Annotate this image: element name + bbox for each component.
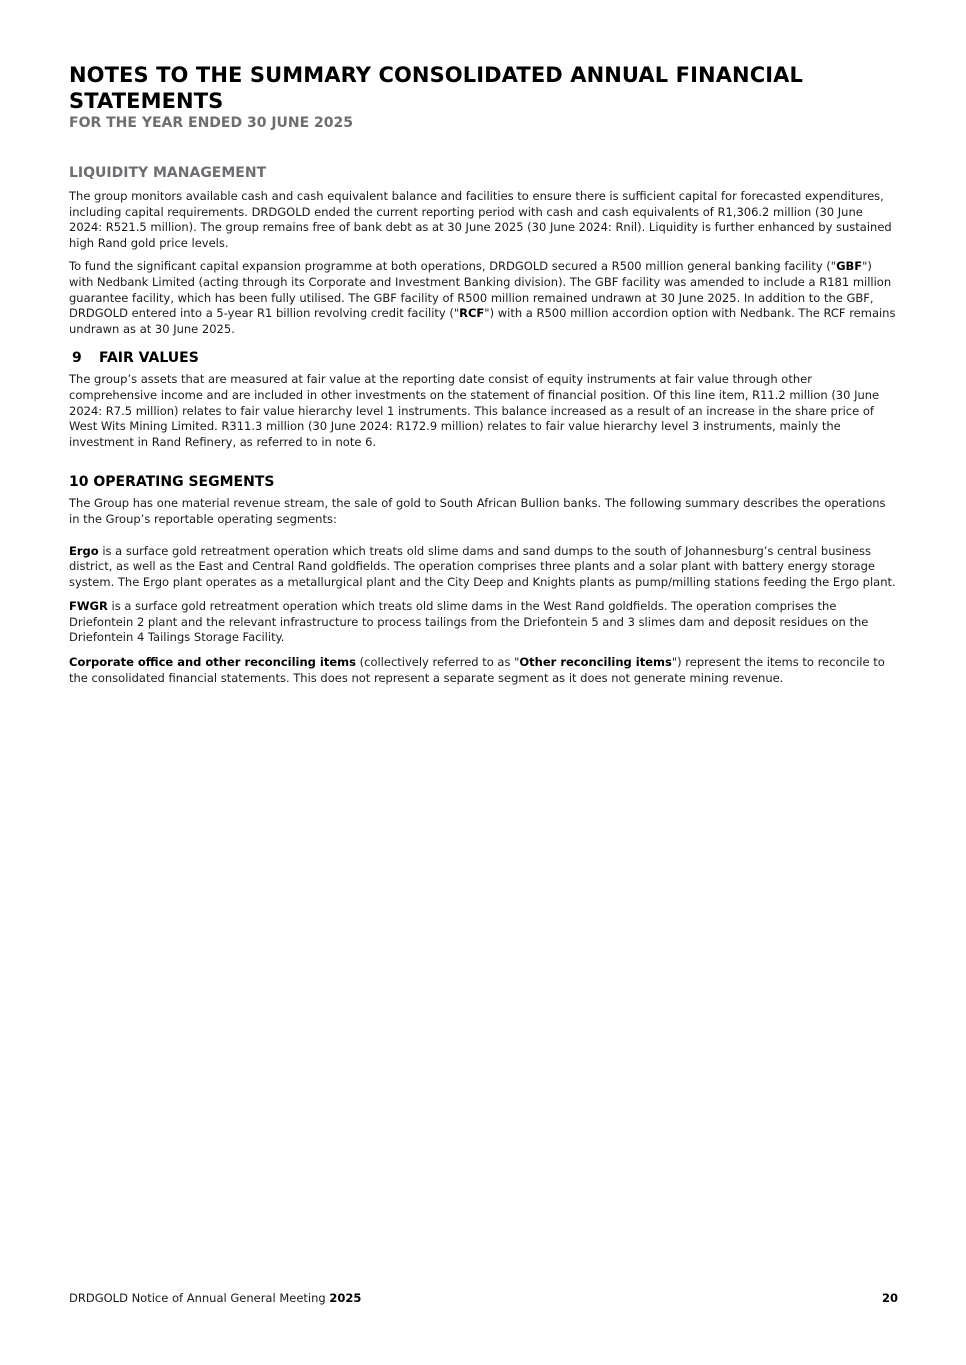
- page-subtitle: FOR THE YEAR ENDED 30 JUNE 2025: [69, 115, 354, 131]
- text-run: is a surface gold retreatment operation which treats old slime dams in the West Rand goldfields. The operation comprises the Driefontein 2 plant and the relevant infrastructure to process tailings from the Driefontein 5 and 3 slimes dam and deposit residues on the Driefontein 4 Tailings Storage Facility.: [69, 599, 869, 645]
- text-run: ") represent the items to reconcile to the consolidated financial statements. This does not represent a separate segment as it does not generate mining revenue.: [69, 655, 885, 685]
- fwgr-paragraph: [69, 599, 899, 646]
- other-reconciling-label: Other reconciling items: [519, 655, 672, 670]
- ergo-paragraph: [69, 544, 899, 591]
- text-run: ") with Nedbank Limited (acting through its Corporate and Investment Banking division). The GBF facility was amended to include a R181 million guarantee facility, which has been fully utilised. The GBF facility of R500 million remained undrawn at 30 June 2025. In addition to the GBF, DRDGOLD entered into a 5-year R1 billion revolving credit facility (": [69, 259, 892, 321]
- gbf-term: GBF: [836, 259, 863, 274]
- liquidity-paragraph-1: The group monitors available cash and cash equivalent balance and facilities to ensure there is sufficient capital for forecasted expenditures, including capital requirements. DRDGOLD ended the current reporting period with cash and cash equivalents of R1,306.2 million (30 June 2024: R521.5 million). The group remains free of bank debt as at 30 June 2025 (30 June 2024: Rnil). Liquidity is further enhanced by sustained high Rand gold price levels.: [69, 189, 892, 250]
- page-footer: [69, 1291, 898, 1306]
- corporate-label: Corporate office and other reconciling items: [69, 655, 356, 670]
- fair-values-heading: [69, 349, 899, 367]
- ergo-label: Ergo: [69, 543, 99, 558]
- text-run: ") with a R500 million accordion option with Nedbank. The RCF remains undrawn as at 30 June 2025.: [69, 306, 896, 336]
- corporate-paragraph: [69, 655, 899, 686]
- text-run: is a surface gold retreatment operation which treats old slime dams and sand dumps to the south of Johannesburg’s central business district, as well as the East and Central Rand goldfields. The operation comprises three plants and a solar plant with battery energy storage system. The Ergo plant operates as a metallurgical plant and the City Deep and Knights plants as pump/milling stations feeding the Ergo plant.: [69, 543, 896, 589]
- footer-year: 2025: [329, 1291, 362, 1305]
- section-number: 9: [72, 350, 82, 367]
- page-title: NOTES TO THE SUMMARY CONSOLIDATED ANNUAL FINANCIAL STATEMENTS: [69, 63, 803, 113]
- segments-intro: The Group has one material revenue stream, the sale of gold to South African Bullion banks. The following summary describes the operations in the Group’s reportable operating segments:: [69, 496, 886, 526]
- footer-publication: DRDGOLD Notice of Annual General Meeting: [69, 1291, 326, 1305]
- fair-values-paragraph: The group’s assets that are measured at fair value at the reporting date consist of equity instruments at fair value through other comprehensive income and are included in other investments on the statement of financial position. Of this line item, R11.2 million (30 June 2024: R7.5 million) relates to fair value hierarchy level 1 instruments. This balance increased as a result of an increase in the share price of West Wits Mining Limited. R311.3 million (30 June 2024: R172.9 million) relates to fair value hierarchy level 3 instruments, mainly the investment in Rand Refinery, as referred to in note 6.: [69, 372, 880, 449]
- page-number: 20: [881, 1291, 898, 1305]
- text-run: To fund the significant capital expansion programme at both operations, DRDGOLD secured a R500 million general banking facility (": [69, 259, 837, 274]
- page-content: [69, 62, 899, 686]
- rcf-term: RCF: [459, 306, 485, 321]
- liquidity-heading: LIQUIDITY MANAGEMENT: [69, 165, 267, 181]
- section-title: FAIR VALUES: [99, 350, 199, 367]
- liquidity-paragraph-2: [69, 259, 899, 337]
- operating-segments-heading: 10 OPERATING SEGMENTS: [69, 474, 275, 491]
- fwgr-label: FWGR: [69, 599, 108, 614]
- text-run: (collectively referred to as ": [355, 655, 520, 670]
